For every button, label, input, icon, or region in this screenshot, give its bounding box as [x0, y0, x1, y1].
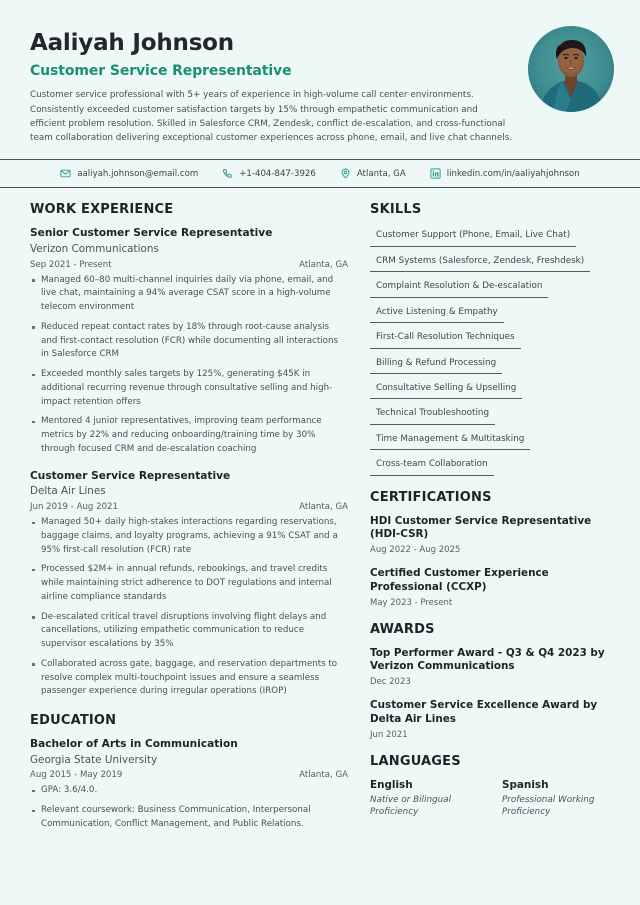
section-skills	[370, 202, 618, 475]
section-work-experience	[30, 202, 348, 699]
right-column	[370, 202, 618, 823]
skill-item: First-Call Resolution Techniques	[370, 329, 521, 348]
work-entry-dates: Sep 2021 - Present	[30, 259, 112, 270]
list-item: Processed $2M+ in annual refunds, rebookings, and travel credits while maintaining strict adherence to DOT regulations and internal airline compliance standards	[30, 563, 348, 604]
language-item	[370, 779, 474, 820]
resume-header	[0, 0, 640, 159]
award-item	[370, 699, 618, 739]
language-level: Professional Working Proficiency	[502, 794, 595, 818]
language-level: Native or Bilingual Proficiency	[370, 794, 452, 818]
section-title-awards: AWARDS	[370, 621, 435, 637]
left-column	[30, 202, 348, 844]
work-entry-role: Senior Customer Service Representative	[30, 227, 273, 240]
list-item: Exceeded monthly sales targets by 125%, generating $45K in additional recurring revenue through consultative selling and high-impact retention offers	[30, 368, 348, 409]
education-entry-meta	[30, 770, 348, 780]
avatar	[528, 26, 614, 112]
language-name: English	[370, 778, 413, 791]
award-date: Jun 2021	[370, 729, 408, 740]
contact-location-text: Atlanta, GA	[356, 168, 406, 179]
certification-date: May 2023 - Present	[370, 597, 453, 608]
contact-email-text: aaliyah.johnson@email.com	[77, 168, 199, 179]
contact-linkedin[interactable]	[430, 168, 580, 179]
skill-item: Consultative Selling & Upselling	[370, 380, 522, 399]
work-entry-location: Atlanta, GA	[299, 502, 348, 512]
work-entry-org: Delta Air Lines	[30, 485, 106, 498]
section-title-skills: SKILLS	[370, 202, 422, 218]
email-icon	[60, 168, 71, 179]
list-item: Mentored 4 junior representatives, improving team performance metrics by 22% and reducing onboarding/training time by 30% through focused CRM and de-escalation coaching	[30, 415, 348, 456]
skill-item: Billing & Refund Processing	[370, 355, 502, 374]
section-title-certifications: CERTIFICATIONS	[370, 489, 492, 505]
skill-item: Active Listening & Empathy	[370, 304, 504, 323]
list-item: GPA: 3.6/4.0.	[30, 784, 348, 798]
section-languages	[370, 754, 618, 820]
list-item: Managed 50+ daily high-stakes interactions regarding reservations, baggage claims, and loyalty programs, achieving a 91% CSAT and a 95% first-call resolution (FCR) rate	[30, 516, 348, 557]
section-education	[30, 713, 348, 832]
page-title: Aaliyah Johnson	[30, 30, 234, 56]
skill-item: Complaint Resolution & De-escalation	[370, 278, 548, 297]
award-date: Dec 2023	[370, 677, 411, 688]
resume-body	[0, 188, 640, 844]
section-title-education: EDUCATION	[30, 713, 117, 728]
skill-item: Time Management & Multitasking	[370, 431, 530, 450]
certification-name: Certified Customer Experience Professional (CCXP)	[370, 567, 549, 593]
list-item: Collaborated across gate, baggage, and reservation departments to resolve complex multi-touchpoint issues and ensure a seamless passenger experience during irregular operations (IROP)	[30, 658, 348, 699]
contact-email[interactable]	[60, 168, 198, 179]
work-entry-role: Customer Service Representative	[30, 469, 231, 482]
list-item: Reduced repeat contact rates by 18% through root-cause analysis and first-contact resolution (FCR) while documenting all interactions in Salesforce CRM	[30, 321, 348, 362]
contact-phone[interactable]	[222, 168, 316, 179]
award-name: Customer Service Excellence Award by Delta Air Lines	[370, 699, 598, 725]
education-entry-location: Atlanta, GA	[299, 770, 348, 781]
certification-item	[370, 567, 618, 607]
contact-location[interactable]	[340, 168, 406, 179]
education-entry	[30, 738, 348, 832]
section-awards	[370, 622, 618, 740]
header-text-block	[30, 26, 514, 145]
section-title-work-experience: WORK EXPERIENCE	[30, 202, 174, 218]
skills-list	[370, 227, 618, 475]
location-icon	[340, 168, 351, 179]
work-entry	[30, 470, 348, 699]
list-item: Managed 60–80 multi-channel inquiries daily via phone, email, and live chat, maintaining a 94% average CSAT score in a high-volume telecom environment	[30, 274, 348, 315]
work-entry	[30, 227, 348, 456]
award-name: Top Performer Award - Q3 & Q4 2023 by Verizon Communications	[370, 646, 605, 673]
work-entry-bullets	[30, 516, 348, 699]
work-entry-location: Atlanta, GA	[299, 259, 348, 270]
skill-item: CRM Systems (Salesforce, Zendesk, Freshdesk)	[370, 253, 590, 272]
education-entry-school: Georgia State University	[30, 753, 158, 766]
language-item	[502, 779, 606, 820]
education-entry-dates: Aug 2015 - May 2019	[30, 770, 123, 781]
professional-summary: Customer service professional with 5+ years of experience in high-volume call center environments. Consistently exceeded customer satisfaction targets by 15% through empathetic communication and efficient problem resolution. Skilled in Salesforce CRM, Zendesk, conflict de-escalation, and cross-functional team collaboration delivering exceptional customer experiences across phone, email, and live chat channels.	[30, 90, 513, 144]
contact-bar	[0, 160, 640, 187]
award-item	[370, 647, 618, 687]
work-entry-dates: Jun 2019 - Aug 2021	[30, 502, 118, 512]
work-entry-bullets	[30, 274, 348, 457]
list-item: Relevant coursework: Business Communication, Interpersonal Communication, Conflict Management, and Public Relations.	[30, 804, 348, 832]
skill-item: Technical Troubleshooting	[370, 405, 495, 424]
list-item: De-escalated critical travel disruptions involving flight delays and cancellations, utilizing empathetic communication to reduce supervisor escalations by 35%	[30, 611, 348, 652]
education-entry-degree: Bachelor of Arts in Communication	[30, 738, 238, 750]
section-title-languages: LANGUAGES	[370, 753, 461, 769]
work-entry-meta	[30, 260, 348, 270]
languages-list	[370, 779, 618, 820]
work-entry-org: Verizon Communications	[30, 243, 159, 256]
certification-name: HDI Customer Service Representative (HDI-CSR)	[370, 514, 592, 541]
contact-phone-text: +1-404-847-3926	[239, 168, 316, 179]
skill-item: Customer Support (Phone, Email, Live Chat)	[370, 227, 576, 246]
linkedin-icon	[430, 168, 441, 179]
avatar-photo-icon	[528, 26, 614, 112]
section-certifications	[370, 490, 618, 608]
work-entry-meta	[30, 502, 348, 512]
education-entry-bullets	[30, 784, 348, 831]
contact-linkedin-text: linkedin.com/in/aaliyahjohnson	[446, 168, 580, 179]
certification-date: Aug 2022 - Aug 2025	[370, 545, 461, 556]
skill-item: Cross-team Collaboration	[370, 456, 494, 475]
language-name: Spanish	[502, 778, 549, 791]
phone-icon	[222, 168, 233, 179]
professional-headline: Customer Service Representative	[30, 63, 292, 80]
certification-item	[370, 515, 618, 555]
